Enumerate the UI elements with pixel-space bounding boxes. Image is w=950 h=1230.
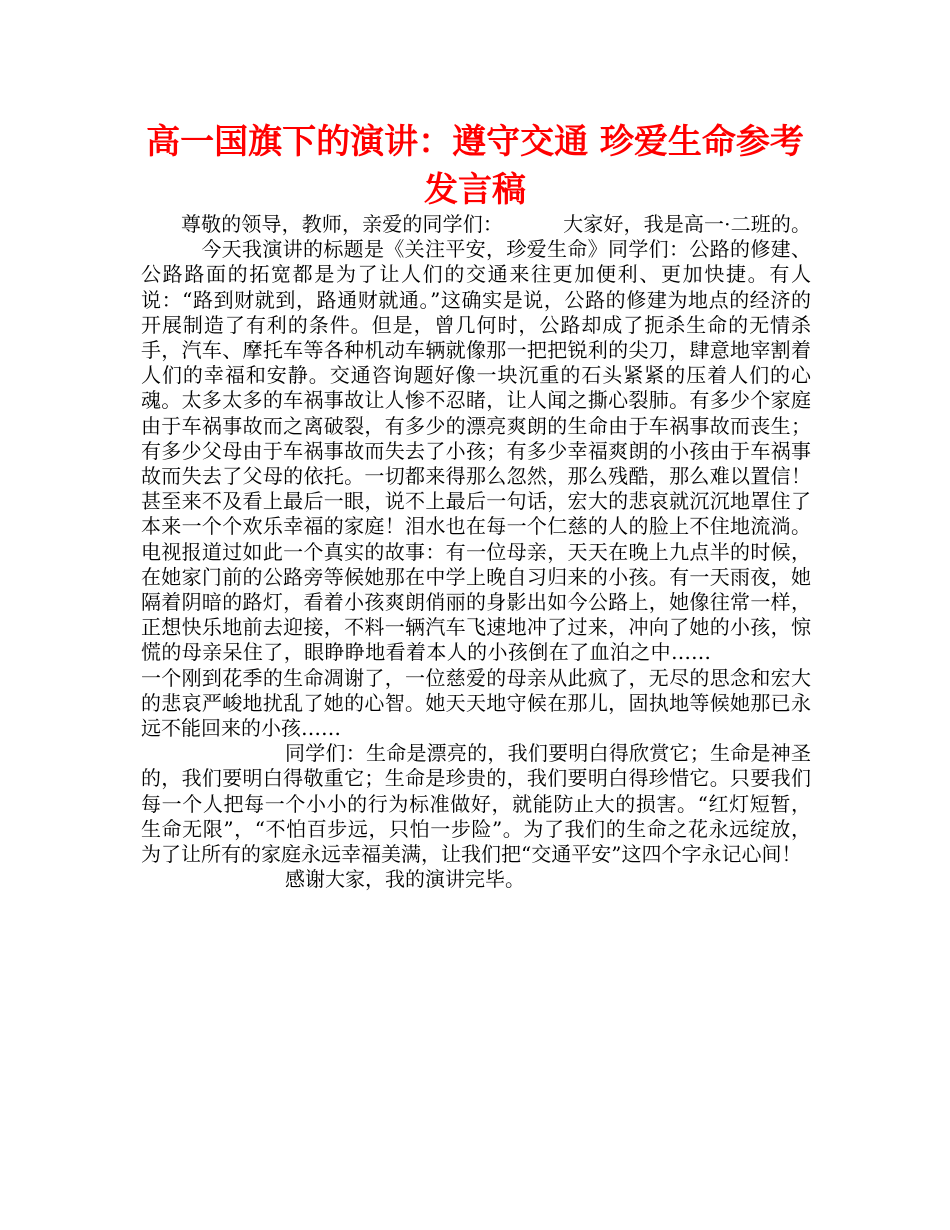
- speech-body: [141, 212, 811, 892]
- speech-paragraph-1: [141, 212, 811, 741]
- document-title: 高一国旗下的演讲：遵守交通 珍爱生命参考发言稿: [146, 122, 804, 210]
- topic-text: 今天我演讲的标题是《关注平安，珍爱生命》同学们：公路的修建、公路路面的拓宽都是为了让人们的交通来往更加便利、更加快捷。有人说：“路到财就到，路通财就通。”这确实是说，公路的修建为地点的经济的开展制造了有利的条件。但是，曾几何时，公路却成了扼杀生命的无情杀手，汽车、摩托车等各种机动车辆就像那一把把锐利的尖刀，肆意地宰割着人们的幸福和安静。交通咨询题好像一块沉重的石头紧紧的压着人们的心魂。太多太多的车祸事故让人惨不忍睹，让人闻之撕心裂肺。有多少个家庭由于车祸事故而之离破裂，有多少的漂亮爽朗的生命由于车祸事故而丧生；有多少父母由于车祸事故而失去了小孩；有多少幸福爽朗的小孩由于车祸事故而失去了父母的依托。一切都来得那么忽然，那么残酷，那么难以置信！甚至来不及看上最后一眼，说不上最后一句话，宏大的悲哀就沉沉地罩住了本来一个个欢乐幸福的家庭！泪水也在每一个仁慈的人的脸上不住地流淌。电视报道过如此一个真实的故事：有一位母亲，天天在晚上九点半的时候，在她家门前的公路旁等候她那在中学上晚自习归来的小孩。有一天雨夜，她隔着阴暗的路灯，看着小孩爽朗俏丽的身影出如今公路上，她像往常一样，正想快乐地前去迎接，不料一辆汽车飞速地冲了过来，冲向了她的小孩，惊慌的母亲呆住了，眼睁睁地看着本人的小孩倒在了血泊之中……: [141, 237, 811, 665]
- story-ending-text: 一个刚到花季的生命凋谢了，一位慈爱的母亲从此疯了，无尽的思念和宏大的悲哀严峻地扰乱了她的心智。她天天地守候在那儿，固执地等候她那已永远不能回来的小孩……: [141, 665, 811, 741]
- speech-closing: 感谢大家，我的演讲完毕。: [285, 867, 525, 892]
- self-introduction-text: 大家好，我是高一·二班的。: [563, 212, 812, 236]
- speech-paragraph-2: 同学们：生命是漂亮的，我们要明白得欣赏它；生命是神圣的，我们要明白得敬重它；生命是珍贵的，我们要明白得珍惜它。只要我们每一个人把每一个小小的行为标准做好，就能防止大的损害。“红灯短暂，生命无限”，“不怕百步远，只怕一步险”。为了我们的生命之花永远绽放，为了让所有的家庭永远幸福美满，让我们把“交通平安”这四个字永记心间！: [141, 741, 811, 867]
- greeting-text: 尊敬的领导，教师，亲爱的同学们：: [181, 212, 504, 236]
